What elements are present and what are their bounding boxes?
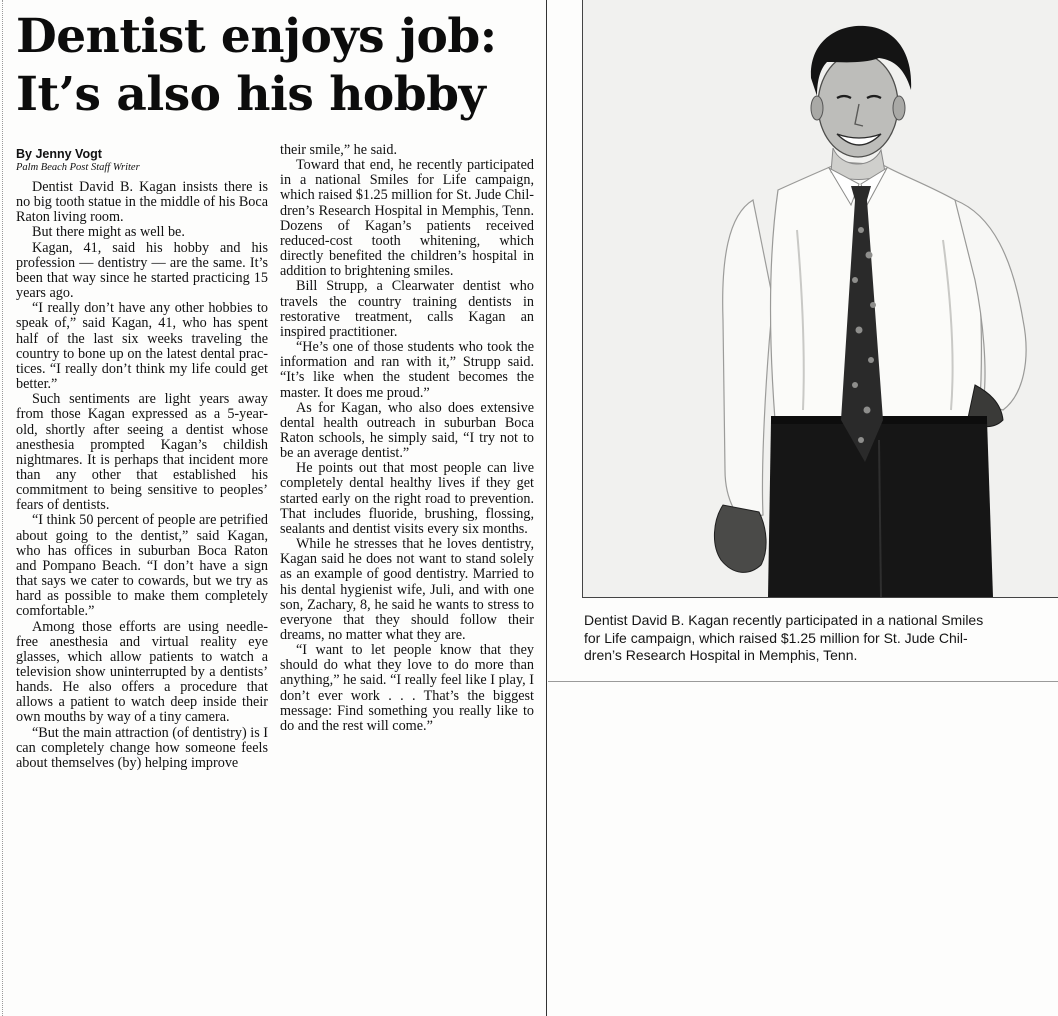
paragraph: “I want to let people know that they should do what they love to do more than anything,” he said. “I really feel like I play, I don’t ever work . . . That’s the biggest message: Find something you really like to do and the rest will come.” <box>280 642 534 734</box>
column-divider <box>546 0 547 1016</box>
paragraph: Toward that end, he recently participated in a national Smiles for Life campaign, which raised $1.25 million for St. Jude Children’s Research Hospital in Memphis, Tenn. Dozens of Kagan’s patients received reduced-cost tooth whitening, which directly benefited the children’s hospital in addition to brightening smiles. <box>280 157 534 280</box>
article-column-1 <box>16 180 268 771</box>
byline-affiliation: Palm Beach Post Staff Writer <box>16 162 140 173</box>
paragraph: But there might as well be. <box>32 224 185 241</box>
paragraph: He points out that most people can live completely dental healthy lives if they get started early on the right road to prevention. That includes fluoride, brushing, flossing, sealants and dentist visits every six months. <box>280 460 534 537</box>
paragraph: Such sentiments are light years away from those Kagan expressed as a 5-year-old, shortly after seeing a dentist whose anesthesia prompted Kagan’s childish nightmares. It is perhaps that incident more than any other that established his commitment to being sensitive to peoples’ fears of dentists. <box>16 391 268 514</box>
caption-line-1: Dentist David B. Kagan recently participated in a national Smiles <box>584 612 984 628</box>
portrait-photo <box>582 0 1058 598</box>
headline-line-1: Dentist enjoys job: <box>16 9 497 64</box>
paragraph: “He’s one of those students who took the information and ran with it,” Strupp said. “It’s like when the student becomes the master. It does me proud.” <box>280 339 534 401</box>
paragraph: their smile,” he said. <box>280 142 398 158</box>
caption-line-3: dren’s Research Hospital in Memphis, Tenn. <box>584 647 858 663</box>
paragraph: Dentist David B. Kagan insists there is no big tooth statue in the middle of his Boca Raton living room. <box>16 179 268 226</box>
paragraph: “I think 50 percent of people are petrified about going to the dentist,” said Kagan, who has offices in suburban Boca Raton and Pompano Beach. “I don’t have a sign that says we cater to cowards, but we try as hard as possible to make them completely comfortable.” <box>16 512 268 620</box>
paragraph: “But the main attraction (of dentistry) is I can completely change how someone feels about themselves (by) helping improve <box>16 724 268 771</box>
paragraph: Among those efforts are using needle-free anesthesia and virtual reality eye glasses, which allow patients to watch a television show uninterrupted by a dentists’ hands. He also offers a procedure that allows a patient to watch deep inside their own mouths by way of a tiny camera. <box>16 618 268 726</box>
paragraph: As for Kagan, who also does extensive dental health outreach in suburban Boca Raton schools, he simply said, “I try not to be an average dentist.” <box>280 399 534 462</box>
caption-divider <box>548 681 1058 682</box>
headline <box>16 8 536 124</box>
paragraph: Bill Strupp, a Clearwater dentist who travels the country training dentists in restorative treatment, calls Kagan an inspired practitioner. <box>280 278 534 340</box>
paragraph: “I really don’t have any other hobbies to speak of,” said Kagan, 41, who has spent half of the last six weeks traveling the country to bone up on the latest dental practices. “I really don’t think my life could get better.” <box>16 300 268 393</box>
caption-line-2: for Life campaign, which raised $1.25 million for St. Jude Chil- <box>584 629 968 646</box>
photo-caption <box>584 612 1058 665</box>
clipping-edge <box>2 0 4 1016</box>
article-column-2 <box>280 143 534 734</box>
headline-line-2: It’s also his hobby <box>16 67 486 122</box>
paragraph: While he stresses that he loves dentistry, Kagan said he does not want to stand solely as an example of good dentistry. Married to his dental hygienist wife, Juli, and with one son, Zachary, 8, he said he wants to stress to everyone that they should follow their dreams, no matter what they are. <box>280 536 534 643</box>
paragraph: Kagan, 41, said his hobby and his profession — dentistry — are the same. It’s been that way since he started practicing 15 years ago. <box>16 239 268 302</box>
byline: By Jenny Vogt <box>16 147 102 161</box>
